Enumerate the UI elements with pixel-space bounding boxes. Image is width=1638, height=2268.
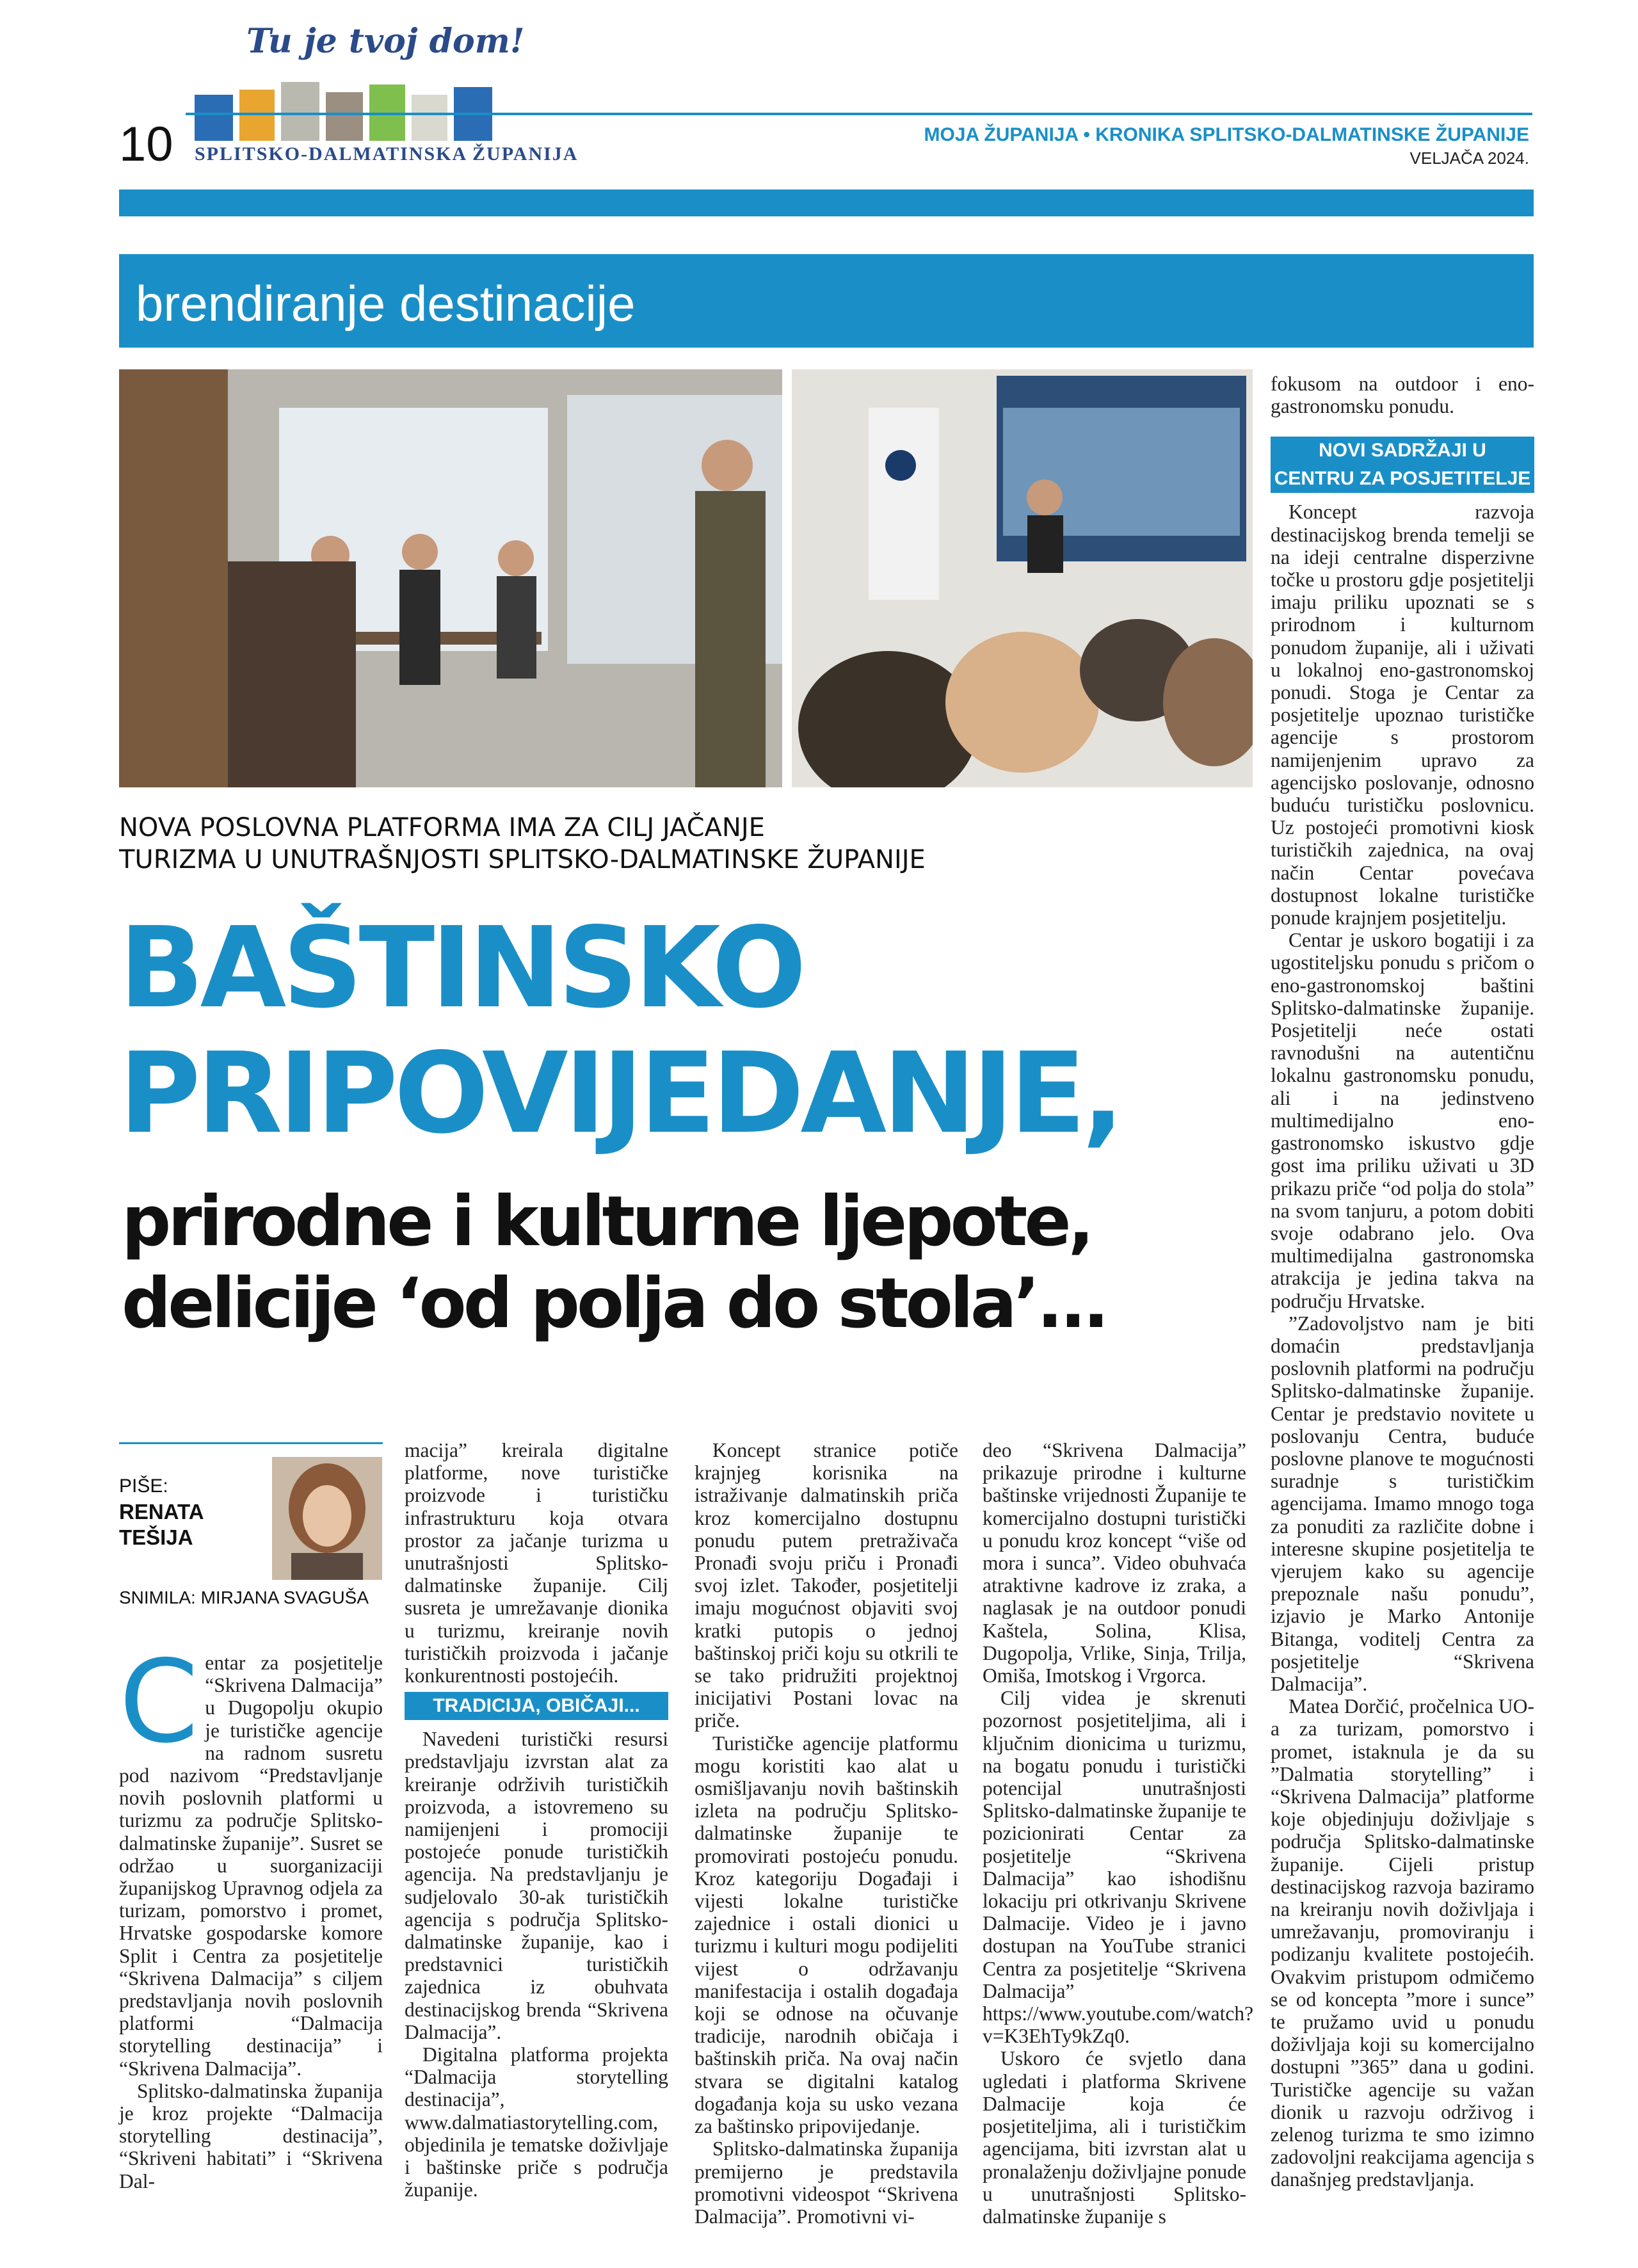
article-column-2 <box>405 1439 668 2201</box>
paragraph: Koncept stranice potiče krajnjeg korisnika na istraživanje dalmatinskih priča kroz komercijalno dostupnu ponudu putem pretraživača Pronađi svoju priču i Pronađi svoj izlet. Također, posjetitelji imaju mogućnost objaviti svoj kratki putopis o jednoj baštinskoj priči koju su otkrili te se tako pridružiti projektnoj inicijativi Postani lovac na priče. <box>695 1439 958 1732</box>
article-column-4 <box>983 1439 1254 2228</box>
subheadline <box>122 1181 1106 1345</box>
county-name: SPLITSKO-DALMATINSKA ŽUPANIJA <box>195 143 579 165</box>
paragraph: Centar je uskoro bogatiji i za ugostiteljsku ponudu s pričom o eno-gastronomskoj baštini Splitsko-dalmatinske županije. Posjetitelji neće ostati ravnodušni na autentičnu lokalnu gastronomsku ponudu, ali i na jedinstveno multimedijalno eno-gastronomsko iskustvo gdje gost ima priliku uživati u 3D prikazu priče “od polja do stola” na svom tanjuru, a potom dobiti svoje odabrano jelo. Ova multimedijalna gastronomska atrakcija je jedina takva na području Hrvatske. <box>1271 929 1534 1312</box>
article-column-3 <box>695 1439 958 2228</box>
subheadline-line: delicije ‘od polja do stola’... <box>122 1264 1106 1344</box>
page-number: 10 <box>119 117 173 172</box>
photo-credit: SNIMILA: MIRJANA SVAGUŠA <box>119 1588 369 1607</box>
subhead-new-content <box>1271 437 1534 493</box>
county-logo-icon <box>195 76 515 146</box>
publication-title: MOJA ŽUPANIJA • KRONIKA SPLITSKO-DALMATINSKE ŽUPANIJE <box>924 124 1529 145</box>
paragraph: Koncept razvoja destinacijskog brenda temelji se na ideji centralne disperzivne točke u prostoru gdje posjetitelji imaju priliku upoznati se s prirodnom i kulturnom ponudom županije, ali i uživati u lokalnoj eno-gastronomskoj ponudi. Stoga je Centar za posjetitelje upoznao turističke agencije s prostorom namijenjenim upravo za agencijsko poslovanje, odnosno buduću turističku poslovnicu. Uz postojeći promotivni kiosk turističkih zajednica, na ovaj način Centar povećava dostupnost lokalne turističke ponude krajnjem posjetitelju. <box>1271 501 1534 929</box>
header-rule <box>186 113 1532 115</box>
kicker <box>119 812 1207 876</box>
paragraph: Navedeni turistički resursi predstavljaju izvrstan alat za kreiranje održivih turističkih proizvoda, a istovremeno su namijenjeni i promociji postojeće ponude turističkih agencija. Na predstavljanju je sudjelovalo 30-ak turističkih agencija s područja Splitsko-dalmatinske županije, kao i predstavnici turističkih zajednica iz obuhvata destinacijskog brenda “Skrivena Dalmacija”. <box>405 1728 668 2043</box>
subhead-tradition: TRADICIJA, OBIČAJI... <box>405 1692 668 1720</box>
paragraph: ”Zadovoljstvo nam je biti domaćin predstavljanja poslovnih platformi na području Splitsko-dalmatinske županije. Centar je predstavio novitete u poslovanju Centra, buduće poslovne planove te mogućnosti suradnje s turističkim agencijama. Imamo mnogo toga za ponuditi za različite dobne i interesne skupine posjetitelja te vjerujem kako su agencije prepoznale našu ponudu”, izjavio je Marko Antonije Bitanga, voditelj Centra za posjetitelje “Skrivena Dalmacija”. <box>1271 1312 1534 1695</box>
issue-date: VELJAČA 2024. <box>1409 149 1529 168</box>
paragraph: Digitalna platforma projekta “Dalmacija storytelling destinacija”, www.dalmatiastorytelling.com, objedinila je tematske doživljaje i baštinske priče s područja županije. <box>405 2043 668 2201</box>
drop-cap: C <box>119 1636 199 1768</box>
author-name: RENATA TEŠIJA <box>119 1500 204 1549</box>
paragraph: Splitsko-dalmatinska županija premijerno je predstavila promotivni videospot “Skrivena Dalmacija”. Promotivni vi- <box>695 2137 958 2228</box>
header-stripe <box>119 189 1534 216</box>
kicker-line: NOVA POSLOVNA PLATFORMA IMA ZA CILJ JAČANJE <box>119 813 765 842</box>
publication-info <box>924 124 1529 168</box>
section-title: brendiranje destinacije <box>136 275 636 332</box>
author-label: PIŠE: <box>119 1476 168 1497</box>
paragraph: Uskoro će svjetlo dana ugledati i platforma Skrivene Dalmacije koja će posjetiteljima, ali i turističkim agencijama, biti izvrstan alat u pronalaženju doživljajne ponude u unutrašnjosti Splitsko-dalmatinske županije s <box>983 2047 1246 2228</box>
author-rule <box>119 1442 383 1444</box>
article-column-1 <box>119 1636 383 2192</box>
paragraph: entar za posjetitelje “Skrivena Dalmacija” u Dugopolju okupio je turističke agencije na radnom susretu pod nazivom “Predstavljanje novih poslovnih platformi u turizmu za područje Splitsko-dalmatinske županije”. Susret se održao u suorganizaciji županijskog Upravnog odjela za turizam, pomorstvo i promet, Hrvatske gospodarske komore Split i Centra za posjetitelje “Skrivena Dalmacija” s ciljem predstavljanja novih poslovnih platformi “Dalmacija storytelling destinacija” i “Skrivena Dalmacija”. <box>119 1652 383 2080</box>
logo-slogan: Tu je tvoj dom! <box>246 22 525 61</box>
paragraph: macija” kreirala digitalne platforme, nove turističke proizvode i turističku infrastrukturu koja otvara prostor za jačanje turizma u unutrašnjosti Splitsko-dalmatinske županije. Cilj susreta je umrežavanje dionika u turizmu, kreiranje novih turističkih proizvoda i jačanje konkurentnosti postojećih. <box>405 1439 668 1687</box>
kicker-line: TURIZMA U UNUTRAŠNJOSTI SPLITSKO-DALMATINSKE ŽUPANIJE <box>119 845 926 874</box>
headline <box>119 903 1121 1159</box>
section-banner <box>119 254 1534 348</box>
paragraph: Cilj videa je skrenuti pozornost posjetiteljima, ali i ključnim dionicima u turizmu, na bogatu ponudu i turistički potencijal unutrašnjosti Splitsko-dalmatinske županije te pozicionirati Centar za posjetitelje “Skrivena Dalmacija” kao ishodišnu lokaciju pri otkrivanju Skrivene Dalmacije. Video je i javno dostupan na YouTube stranici Centra za posjetitelje “Skrivena Dalmacija” https://www.youtube.com/watch?v=K3EhTy9kZq0. <box>983 1687 1254 2048</box>
headline-line: PRIPOVIJEDANJE, <box>119 1029 1121 1159</box>
paragraph: Turističke agencije platformu mogu koristiti kao alat u osmišljavanju novih baštinskih izleta na području Splitsko-dalmatinske županije te promovirati postojeću ponudu. Kroz kategoriju Događaji i vijesti lokalne turističke zajednice i ostali dionici u turizmu i kulturi mogu podijeliti vijest o održavanju manifestacija i ostalih događaja koji se odnose na očuvanje tradicije, narodnih običaja i baštinskih priča. Na ovaj način stvara se digitalni katalog događanja koja su usko vezana za baštinsko pripovijedanje. <box>695 1732 958 2138</box>
paragraph: deo “Skrivena Dalmacija” prikazuje prirodne i kulturne baštinske vrijednosti Županije te komercijalno dostupni turistički u ponudu kroz koncept “više od mora i sunca”. Video obuhvaća atraktivne kadrove iz zraka, a naglasak je na outdoor ponudi Kaštela, Solina, Klisa, Dugopolja, Vrlike, Sinja, Trilja, Omiša, Imotskog i Vrgorca. <box>983 1439 1246 1687</box>
subheadline-line: prirodne i kulturne ljepote, <box>122 1182 1091 1262</box>
article-column-5 <box>1271 373 1534 2191</box>
subhead-line: CENTRU ZA POSJETITELJE <box>1274 468 1531 490</box>
subhead-line: NOVI SADRŽAJI U <box>1319 440 1486 462</box>
paragraph: fokusom na outdoor i eno-gastronomsku ponudu. <box>1271 373 1534 418</box>
author-photo <box>272 1457 382 1580</box>
paragraph: Matea Dorčić, pročelnica UO-a za turizam, pomorstvo i promet, istaknula je da su ”Dalmatia storytelling” i “Skrivena Dalmacija” platforme koje objedinjuju doživljaje s područja Splitsko-dalmatinske županije. Cijeli pristup destinacijskog razvoja baziramo na kreiranju novih doživljaja i umrežavanju, promoviranju i podizanju kvalitete postojećih. Ovakvim pristupom odmičemo se od koncepta ”more i sunce” te pružamo uvid u ponudu doživljaja koji su komercijalno dostupni ”365” dana u godini. Turističke agencije su važan dionik u razvoju održivog i zelenog turizma te smo izimno zadovoljni reakcijama agencija s današnjeg predstavljanja. <box>1271 1695 1534 2191</box>
photo-presentation <box>792 369 1253 787</box>
paragraph: Splitsko-dalmatinska županija je kroz projekte “Dalmacija storytelling destinacija”, “Skriveni habitati” i “Skrivena Dal- <box>119 2079 383 2192</box>
photo-tasting-event <box>119 369 782 787</box>
headline-line: BAŠTINSKO <box>119 903 803 1033</box>
